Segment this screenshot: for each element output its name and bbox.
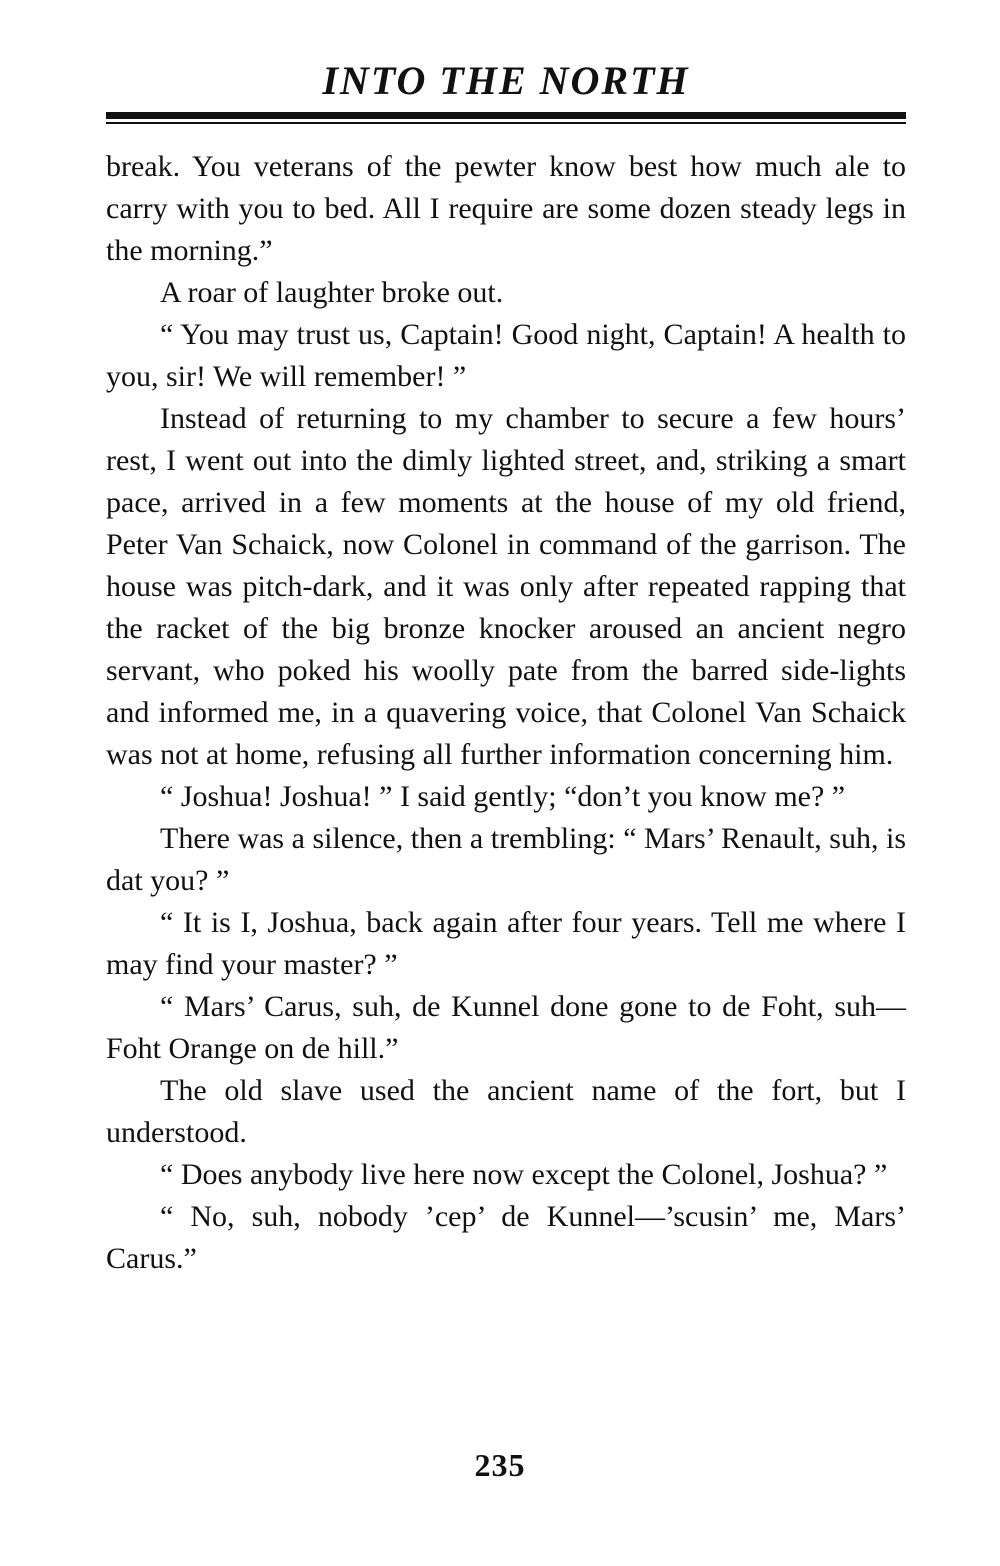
paragraph: “ You may trust us, Captain! Good night, Captain! A health to you, sir! We will remember! ” [106,318,906,393]
page-number: 235 [474,1447,526,1483]
paragraph: A roar of laughter broke out. [160,276,504,309]
paragraph: “ It is I, Joshua, back again after four years. Tell me where I may find your master? ” [106,906,906,981]
paragraph: Instead of returning to my chamber to secure a few hours’ rest, I went out into the dimly lighted street, and, striking a smart pace, arrived in a few moments at the house of my old friend, Peter Van Schaick, now Colonel in command of the garrison. The house was pitch-dark, and it was only after repeated rapping that the racket of the big bronze knocker aroused an ancient negro servant, who poked his woolly pate from the barred side-lights and informed me, in a quavering voice, that Colonel Van Schaick was not at home, refusing all further information concerning him. [106,402,906,771]
header-rule-thick [106,112,906,119]
paragraph: “ Joshua! Joshua! ” I said gently; “don’t you know me? ” [160,780,846,813]
running-title: INTO THE NORTH [322,58,690,103]
paragraph: “ No, suh, nobody ’cep’ de Kunnel—’scusin’ me, Mars’ Carus.” [106,1200,906,1275]
book-page [106,56,906,1280]
paragraph: “ Does anybody live here now except the Colonel, Joshua? ” [160,1158,888,1191]
paragraph: There was a silence, then a trembling: “ Mars’ Renault, suh, is dat you? ” [106,822,906,897]
paragraph: “ Mars’ Carus, suh, de Kunnel done gone to de Foht, suh—Foht Orange on de hill.” [106,990,906,1065]
header-rule-thin [106,122,906,124]
paragraph: The old slave used the ancient name of the fort, but I understood. [106,1074,906,1149]
body-text [106,146,906,1280]
paragraph-continuation: break. You veterans of the pewter know best how much ale to carry with you to bed. All I require are some dozen steady legs in the morning.” [106,150,906,267]
